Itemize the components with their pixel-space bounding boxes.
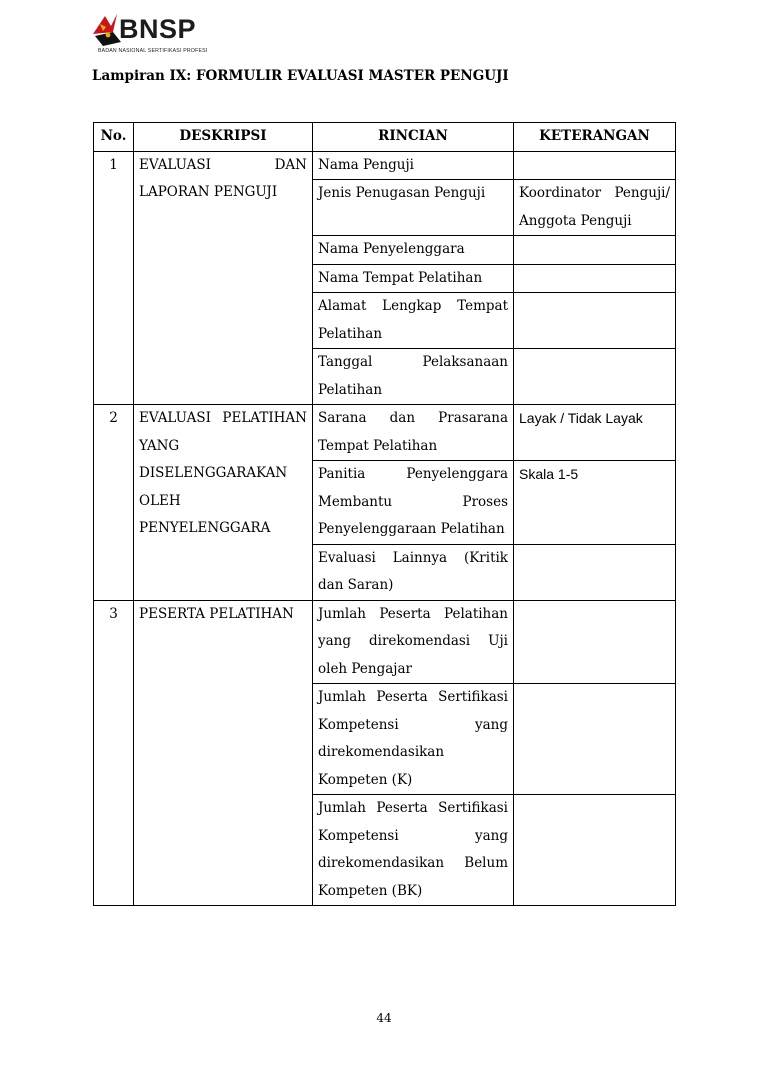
table-row (94, 151, 676, 180)
header-keterangan: KETERANGAN (514, 123, 676, 152)
evaluation-form-table (93, 122, 676, 906)
keterangan-cell (514, 349, 676, 405)
rincian-cell: Panitia Penyelenggara Membantu Proses Penyelenggaraan Pelatihan (313, 461, 514, 545)
header-no: No. (94, 123, 134, 152)
rincian-cell: Jenis Penugasan Penguji (313, 180, 514, 236)
keterangan-cell (514, 600, 676, 684)
page-number: 44 (376, 1011, 392, 1025)
rincian-cell: Jumlah Peserta Sertifikasi Kompetensi yang direkomendasikan Kompeten (K) (313, 684, 514, 795)
keterangan-cell (514, 684, 676, 795)
section-description: PESERTA PELATIHAN (134, 600, 313, 906)
rincian-cell: Nama Penguji (313, 151, 514, 180)
keterangan-cell: Koordinator Penguji/ Anggota Penguji (514, 180, 676, 236)
rincian-cell: Nama Tempat Pelatihan (313, 264, 514, 293)
rincian-cell: Jumlah Peserta Sertifikasi Kompetensi yang direkomendasikan Belum Kompeten (BK) (313, 795, 514, 906)
section-description: EVALUASI DAN LAPORAN PENGUJI (134, 151, 313, 405)
keterangan-cell: Layak / Tidak Layak (514, 405, 676, 461)
header-rincian: RINCIAN (313, 123, 514, 152)
rincian-cell: Nama Penyelenggara (313, 236, 514, 265)
table-row (94, 600, 676, 684)
document-title: Lampiran IX: FORMULIR EVALUASI MASTER PENGUJI (92, 68, 509, 84)
bnsp-logo (91, 12, 221, 58)
section-number: 3 (94, 600, 134, 906)
rincian-cell: Evaluasi Lainnya (Kritik dan Saran) (313, 544, 514, 600)
rincian-cell: Sarana dan Prasarana Tempat Pelatihan (313, 405, 514, 461)
table-header-row (94, 123, 676, 152)
logo-subtitle: BADAN NASIONAL SERTIFIKASI PROFESI (98, 48, 208, 54)
keterangan-cell (514, 264, 676, 293)
keterangan-cell (514, 544, 676, 600)
keterangan-cell (514, 151, 676, 180)
section-description: EVALUASI PELATIHAN YANG DISELENGGARAKAN OLEH PENYELENGGARA (134, 405, 313, 601)
keterangan-cell (514, 236, 676, 265)
section-number: 2 (94, 405, 134, 601)
keterangan-cell: Skala 1-5 (514, 461, 676, 545)
rincian-cell: Tanggal Pelaksanaan Pelatihan (313, 349, 514, 405)
logo-text: BNSP (119, 14, 197, 44)
table-row (94, 405, 676, 461)
keterangan-cell (514, 795, 676, 906)
section-number: 1 (94, 151, 134, 405)
rincian-cell: Jumlah Peserta Pelatihan yang direkomendasi Uji oleh Pengajar (313, 600, 514, 684)
rincian-cell: Alamat Lengkap Tempat Pelatihan (313, 293, 514, 349)
header-deskripsi: DESKRIPSI (134, 123, 313, 152)
keterangan-cell (514, 293, 676, 349)
